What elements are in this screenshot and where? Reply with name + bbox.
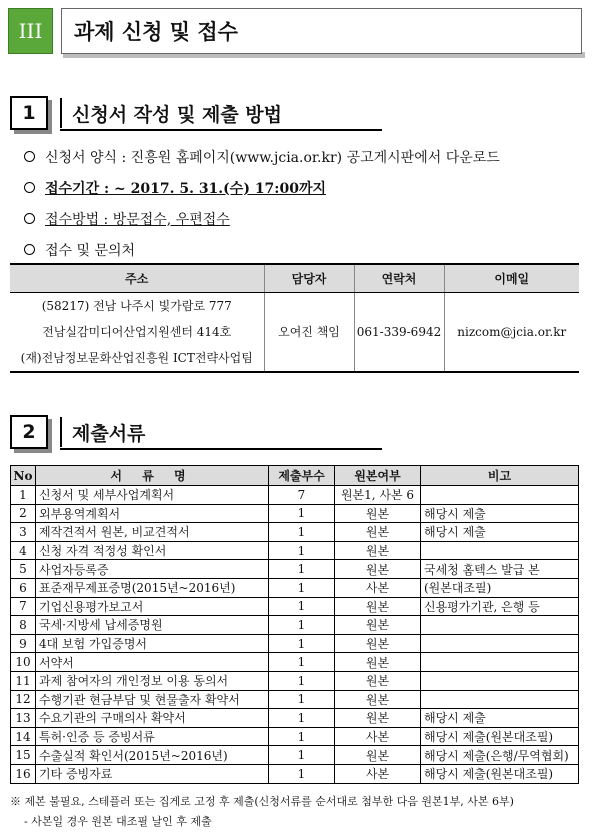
row-number: 5 — [11, 560, 36, 579]
table-row — [11, 727, 579, 746]
contact-phone: 061-339-6942 — [354, 292, 444, 372]
column-header: 비고 — [421, 466, 579, 486]
address-line: (58217) 전남 나주시 빛가람로 777 — [41, 298, 232, 313]
remarks — [421, 690, 579, 709]
copy-count: 1 — [269, 634, 335, 653]
section-header — [8, 8, 582, 54]
bullet-text: 접수방법 : 방문접수, 우편접수 — [45, 211, 230, 228]
contact-table — [10, 263, 579, 373]
table-row — [11, 560, 579, 579]
copy-count: 1 — [269, 504, 335, 523]
document-name: 수요기관의 구매의사 확약서 — [36, 709, 269, 728]
table-row — [11, 504, 579, 523]
subsection-2-header — [10, 415, 382, 449]
row-number: 16 — [11, 764, 36, 783]
copy-count: 7 — [269, 486, 335, 505]
remarks: 해당시 제출 — [421, 504, 579, 523]
list-item — [24, 141, 584, 172]
column-header: 서 류 명 — [36, 466, 269, 486]
remarks — [421, 671, 579, 690]
address-cell — [10, 292, 264, 372]
copy-count: 1 — [269, 709, 335, 728]
original-status: 사본 — [335, 727, 421, 746]
table-row — [11, 671, 579, 690]
document-name: 4대 보험 가입증명서 — [36, 634, 269, 653]
document-name: 기타 증빙자료 — [36, 764, 269, 783]
copy-count: 1 — [269, 653, 335, 672]
remarks: 신용평가기관, 은행 등 — [421, 597, 579, 616]
original-status: 원본 — [335, 541, 421, 560]
original-status: 원본 — [335, 560, 421, 579]
table-row — [11, 764, 579, 783]
row-number: 2 — [11, 504, 36, 523]
document-name: 국세·지방세 납세증명원 — [36, 616, 269, 635]
remarks: 해당시 제출 — [421, 523, 579, 542]
column-header: 주소 — [10, 264, 264, 292]
list-item — [24, 203, 584, 234]
list-item — [24, 234, 584, 265]
copy-count: 1 — [269, 671, 335, 690]
original-status: 사본 — [335, 578, 421, 597]
document-name: 사업자등록증 — [36, 560, 269, 579]
original-status: 원본 — [335, 634, 421, 653]
table-row — [11, 746, 579, 765]
row-number: 10 — [11, 653, 36, 672]
table-row — [11, 709, 579, 728]
remarks: 국세청 홈텍스 발급 본 — [421, 560, 579, 579]
document-name: 수출실적 확인서(2015년~2016년) — [36, 746, 269, 765]
table-row — [11, 541, 579, 560]
subsection-underline — [60, 129, 382, 131]
copy-count: 1 — [269, 690, 335, 709]
original-status: 원본1, 사본 6 — [335, 486, 421, 505]
original-status: 원본 — [335, 523, 421, 542]
remarks: 해당시 제출 — [421, 709, 579, 728]
original-status: 원본 — [335, 653, 421, 672]
copy-count: 1 — [269, 560, 335, 579]
remarks — [421, 653, 579, 672]
contact-person: 오여진 책임 — [264, 292, 354, 372]
column-header: 이메일 — [444, 264, 579, 292]
row-number: 8 — [11, 616, 36, 635]
subsection-number: 2 — [10, 415, 48, 449]
copy-count: 1 — [269, 541, 335, 560]
remarks: (원본대조필) — [421, 578, 579, 597]
copy-count: 1 — [269, 523, 335, 542]
section-title: 과제 신청 및 접수 — [61, 8, 582, 54]
subsection-divider — [60, 417, 62, 447]
bullet-text: 접수 및 문의처 — [45, 242, 136, 259]
original-status: 원본 — [335, 671, 421, 690]
circle-bullet-icon — [24, 151, 35, 162]
subsection-title: 신청서 작성 및 제출 방법 — [72, 103, 282, 126]
copy-count: 1 — [269, 727, 335, 746]
subsection-1-header — [10, 96, 382, 130]
table-row — [11, 653, 579, 672]
row-number: 11 — [11, 671, 36, 690]
table-row — [11, 634, 579, 653]
subsection-divider — [60, 98, 62, 128]
column-header: 담당자 — [264, 264, 354, 292]
document-name: 제작견적서 원본, 비교견적서 — [36, 523, 269, 542]
contact-email: nizcom@jcia.or.kr — [444, 292, 579, 372]
row-number: 4 — [11, 541, 36, 560]
table-row — [11, 616, 579, 635]
circle-bullet-icon — [24, 244, 35, 255]
notes — [10, 792, 514, 832]
row-number: 15 — [11, 746, 36, 765]
column-header: No — [11, 466, 36, 486]
documents-table — [10, 465, 579, 784]
column-header: 제출부수 — [269, 466, 335, 486]
list-item — [24, 172, 584, 203]
copy-count: 1 — [269, 746, 335, 765]
note-line: - 사본일 경우 원본 대조필 날인 후 제출 — [24, 815, 212, 828]
submission-info-list — [24, 141, 584, 265]
table-row — [11, 597, 579, 616]
row-number: 7 — [11, 597, 36, 616]
document-name: 표준재무제표증명(2015년~2016년) — [36, 578, 269, 597]
remarks: 해당시 제출(원본대조필) — [421, 764, 579, 783]
remarks — [421, 486, 579, 505]
remarks — [421, 634, 579, 653]
row-number: 1 — [11, 486, 36, 505]
table-row — [11, 486, 579, 505]
copy-count: 1 — [269, 616, 335, 635]
subsection-title: 제출서류 — [72, 422, 146, 445]
circle-bullet-icon — [24, 213, 35, 224]
document-name: 과제 참여자의 개인정보 이용 동의서 — [36, 671, 269, 690]
document-name: 외부용역계획서 — [36, 504, 269, 523]
document-name: 기업신용평가보고서 — [36, 597, 269, 616]
row-number: 13 — [11, 709, 36, 728]
subsection-underline — [60, 448, 382, 450]
bullet-text: 접수기간 : ~ 2017. 5. 31.(수) 17:00까지 — [45, 180, 327, 197]
column-header: 연락처 — [354, 264, 444, 292]
bullet-text: 신청서 양식 : 진흥원 홈페이지(www.jcia.or.kr) 공고게시판에서 다운로드 — [45, 149, 500, 166]
document-name: 수행기관 현금부담 및 현물출자 확약서 — [36, 690, 269, 709]
column-header: 원본여부 — [335, 466, 421, 486]
note-line: ※ 제본 불필요, 스테플러 또는 집게로 고정 후 제출(신청서류를 순서대로 첨부한 다음 원본1부, 사본 6부) — [10, 795, 514, 808]
address-line: 전남실감미디어산업지원센터 414호 — [42, 324, 232, 339]
circle-bullet-icon — [24, 182, 35, 193]
address-line: (재)전남정보문화산업진흥원 ICT전략사업팀 — [20, 350, 253, 365]
original-status: 원본 — [335, 709, 421, 728]
table-row — [11, 523, 579, 542]
original-status: 원본 — [335, 597, 421, 616]
section-number: III — [8, 8, 53, 54]
copy-count: 1 — [269, 764, 335, 783]
subsection-number: 1 — [10, 96, 48, 130]
row-number: 12 — [11, 690, 36, 709]
row-number: 14 — [11, 727, 36, 746]
document-name: 특허·인증 등 증빙서류 — [36, 727, 269, 746]
copy-count: 1 — [269, 597, 335, 616]
document-name: 신청 자격 적정성 확인서 — [36, 541, 269, 560]
row-number: 9 — [11, 634, 36, 653]
row-number: 3 — [11, 523, 36, 542]
remarks: 해당시 제출(은행/무역협회) — [421, 746, 579, 765]
remarks — [421, 616, 579, 635]
remarks — [421, 541, 579, 560]
original-status: 원본 — [335, 690, 421, 709]
document-name: 신청서 및 세부사업계획서 — [36, 486, 269, 505]
table-row — [11, 690, 579, 709]
copy-count: 1 — [269, 578, 335, 597]
table-row — [11, 578, 579, 597]
original-status: 사본 — [335, 764, 421, 783]
original-status: 원본 — [335, 504, 421, 523]
original-status: 원본 — [335, 616, 421, 635]
remarks: 해당시 제출(원본대조필) — [421, 727, 579, 746]
row-number: 6 — [11, 578, 36, 597]
original-status: 원본 — [335, 746, 421, 765]
document-name: 서약서 — [36, 653, 269, 672]
